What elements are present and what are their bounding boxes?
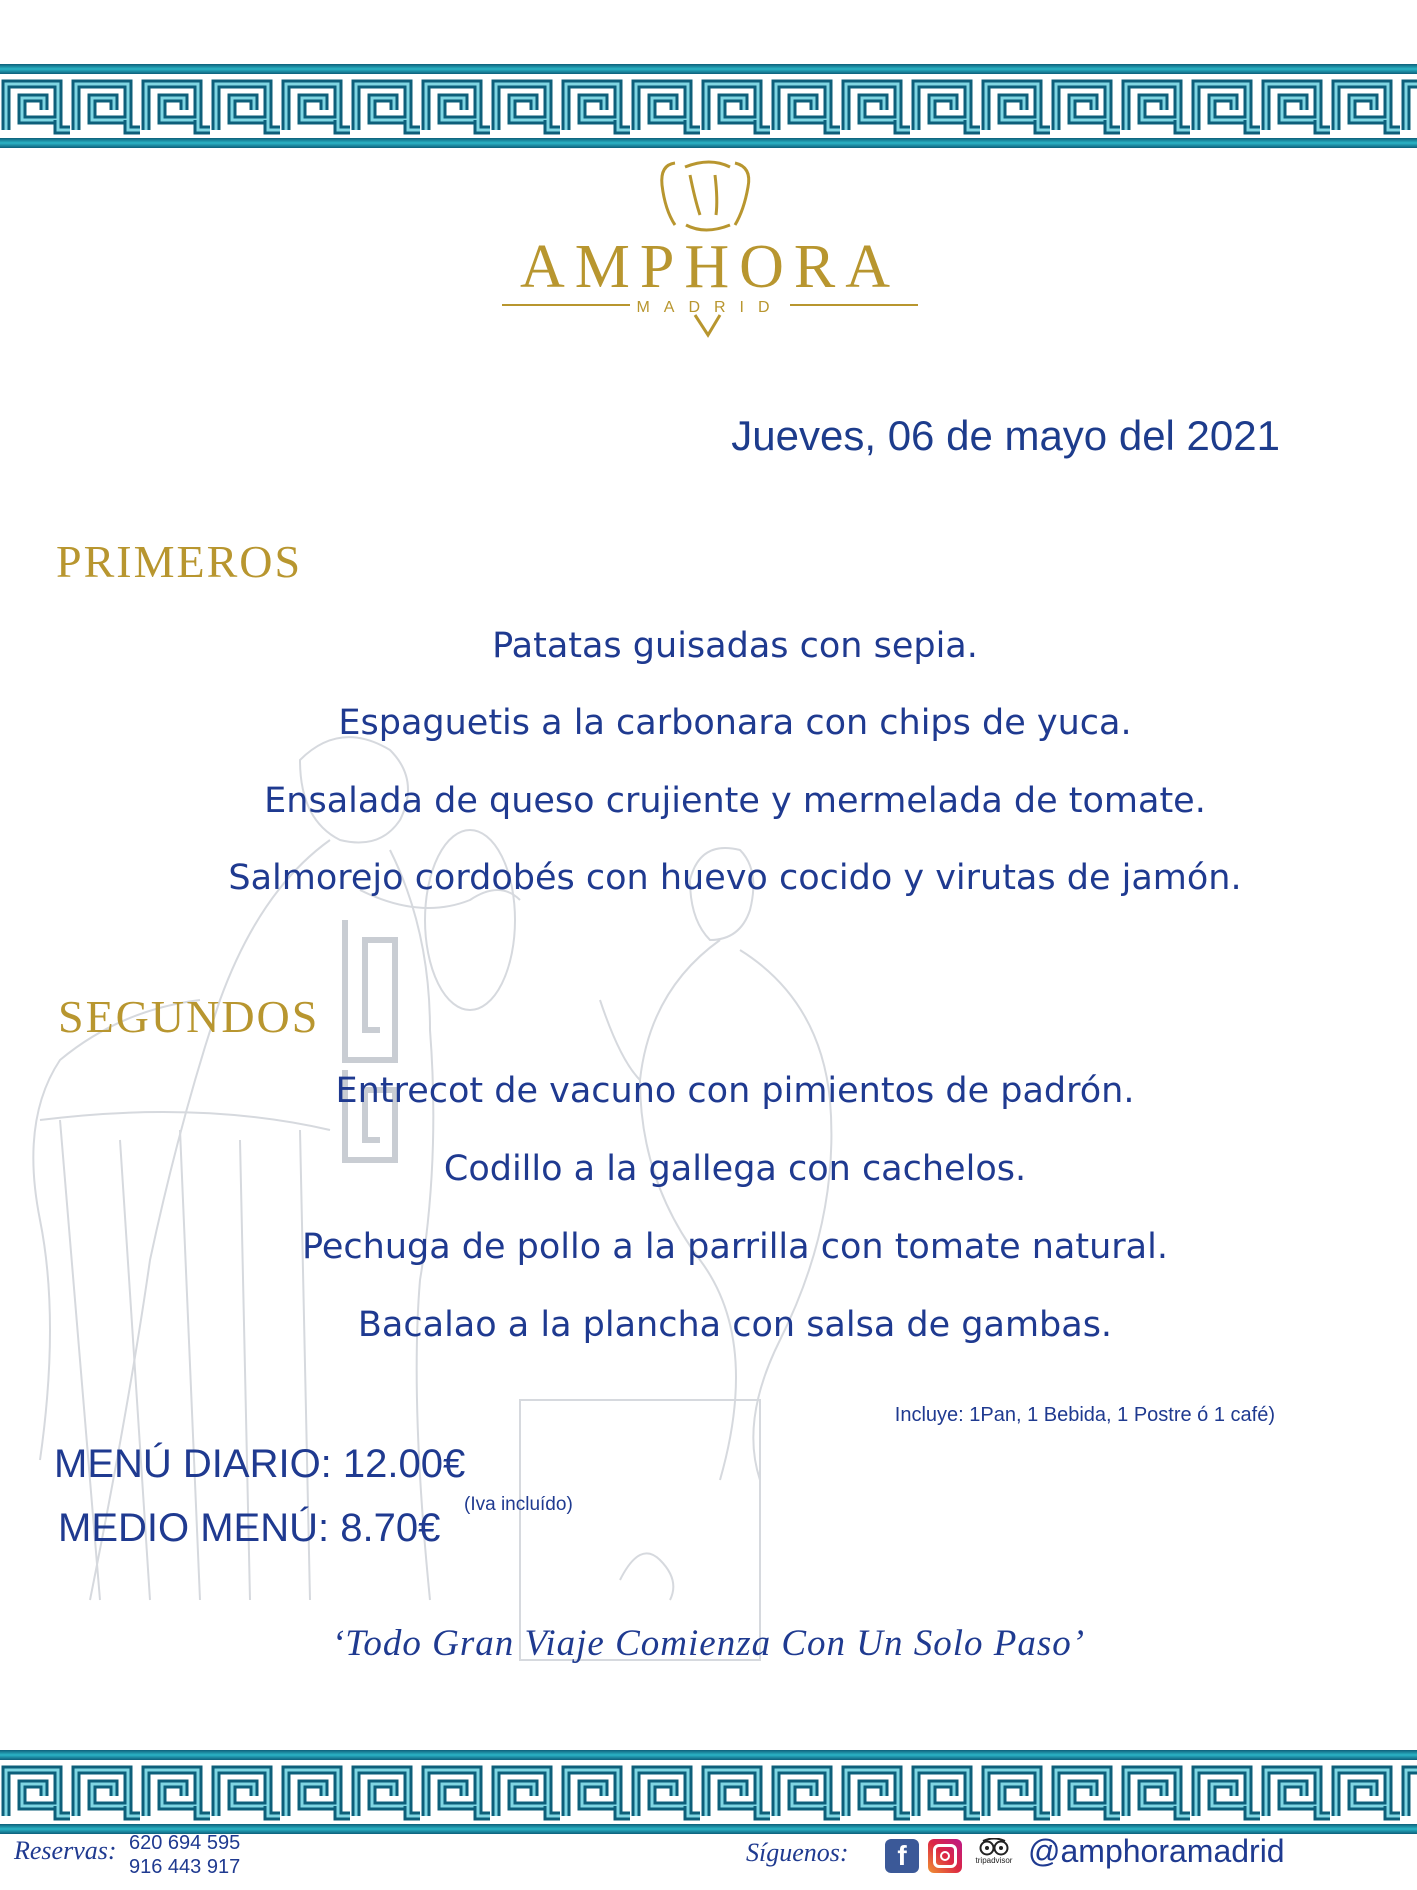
instagram-icon[interactable] bbox=[928, 1839, 962, 1873]
tripadvisor-icon[interactable] bbox=[971, 1838, 1017, 1878]
facebook-icon[interactable]: f bbox=[885, 1839, 919, 1873]
segundos-dish: Bacalao a la plancha con salsa de gambas. bbox=[357, 1305, 1113, 1345]
primeros-dish: Espaguetis a la carbonara con chips de yuca. bbox=[338, 703, 1132, 743]
brand-city: MADRID bbox=[636, 299, 784, 316]
phone-number[interactable]: 620 694 595 bbox=[129, 1832, 241, 1854]
tripadvisor-label: tripadvisor bbox=[975, 1856, 1013, 1865]
primeros-dish: Salmorejo cordobés con huevo cocido y virutas de jamón. bbox=[228, 858, 1242, 898]
includes-note: Incluye: 1Pan, 1 Bebida, 1 Postre ó 1 café) bbox=[894, 1404, 1275, 1426]
tax-note: (Iva incluído) bbox=[464, 1494, 573, 1515]
top-greek-key-border bbox=[0, 64, 1417, 148]
half-menu-price: MEDIO MENÚ: 8.70€ bbox=[58, 1506, 441, 1550]
primeros-dish: Ensalada de queso crujiente y mermelada de tomate. bbox=[264, 781, 1206, 821]
motto: ‘Todo Gran Viaje Comienza Con Un Solo Paso’ bbox=[331, 1623, 1086, 1664]
brand-name: AMPHORA bbox=[519, 233, 901, 301]
phone-number[interactable]: 916 443 917 bbox=[129, 1856, 241, 1878]
primeros-dish: Patatas guisadas con sepia. bbox=[492, 626, 978, 666]
segundos-dish: Codillo a la gallega con cachelos. bbox=[443, 1149, 1027, 1189]
daily-menu-price: MENÚ DIARIO: 12.00€ bbox=[54, 1442, 466, 1486]
bottom-greek-key-border bbox=[0, 1750, 1417, 1834]
reservations-label: Reservas: bbox=[14, 1836, 117, 1865]
segundos-dish: Entrecot de vacuno con pimientos de padrón. bbox=[335, 1071, 1135, 1111]
menu-date: Jueves, 06 de mayo del 2021 bbox=[731, 412, 1280, 459]
social-handle[interactable]: @amphoramadrid bbox=[1028, 1833, 1285, 1869]
segundos-title: SEGUNDOS bbox=[58, 991, 320, 1042]
segundos-dish: Pechuga de pollo a la parrilla con tomate natural. bbox=[302, 1227, 1168, 1267]
follow-label: Síguenos: bbox=[746, 1838, 849, 1867]
primeros-title: PRIMEROS bbox=[56, 536, 303, 587]
amphora-logo bbox=[490, 155, 930, 340]
